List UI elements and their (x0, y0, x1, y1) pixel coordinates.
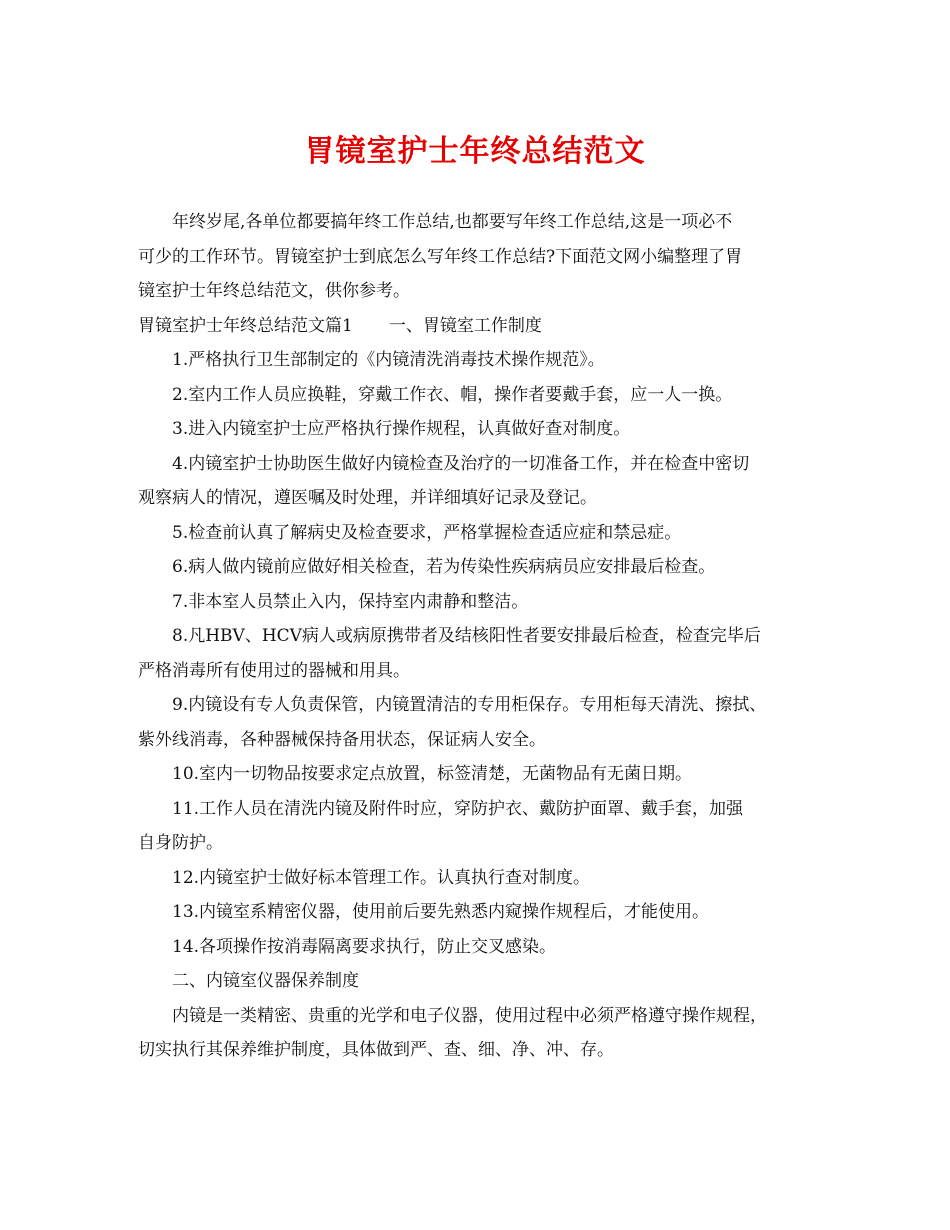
text-line (138, 792, 818, 827)
text-line (138, 861, 818, 896)
text-line (138, 723, 818, 758)
text-line (138, 274, 818, 309)
text-line-content: 胃镜室护士年终总结范文篇1 (138, 315, 353, 336)
text-line (138, 964, 818, 999)
text-line-content: 8.凡HBV、HCV病人或病原携带者及结核阳性者要安排最后检查，检查完毕后 (172, 626, 761, 646)
text-line (138, 550, 818, 585)
text-line-content: 6.病人做内镜前应做好相关检查，若为传染性疾病病员应安排最后检查。 (172, 557, 716, 577)
text-line-content: 11.工作人员在清洗内镜及附件时应，穿防护衣、戴防护面罩、戴手套，加强 (172, 798, 744, 819)
text-line-content: 自身防护。 (138, 833, 223, 853)
text-line-content: 1.严格执行卫生部制定的《内镜清洗消毒技术操作规范》。 (172, 350, 605, 370)
text-line (138, 516, 818, 551)
text-line-content: 切实执行其保养维护制度，具体做到严、查、细、净、冲、存。 (138, 1040, 614, 1060)
text-line (138, 412, 818, 447)
text-line (138, 309, 818, 344)
text-line (138, 619, 818, 654)
text-line-content: 14.各项操作按消毒隔离要求执行，防止交叉感染。 (172, 936, 557, 957)
section-heading: 一、胃镜室工作制度 (388, 315, 542, 336)
text-line-content: 5.检查前认真了解病史及检查要求，严格掌握检查适应症和禁忌症。 (172, 522, 682, 543)
text-line (138, 654, 818, 689)
text-line (138, 481, 818, 516)
text-line-content: 紫外线消毒，各种器械保持备用状态，保证病人安全。 (138, 729, 546, 750)
text-line (138, 240, 818, 275)
text-line-content: 9.内镜设有专人负责保管，内镜置清洁的专用柜保存。专用柜每天清洗、擦拭、 (172, 695, 767, 715)
text-line-content: 12.内镜室护士做好标本管理工作。认真执行查对制度。 (172, 867, 591, 888)
text-line (138, 205, 818, 240)
text-line (138, 895, 818, 930)
text-line-content: 内镜是一类精密、贵重的光学和电子仪器，使用过程中必须严格遵守操作规程， (172, 1005, 767, 1026)
text-line-content: 二、内镜室仪器保养制度 (172, 971, 359, 991)
text-line-content: 观察病人的情况，遵医嘱及时处理，并详细填好记录及登记。 (138, 488, 597, 508)
text-line-content: 2.室内工作人员应换鞋，穿戴工作衣、帽，操作者要戴手套，应一人一换。 (172, 384, 733, 405)
text-line (138, 1033, 818, 1068)
text-line (138, 585, 818, 620)
text-line-content: 可少的工作环节。胃镜室护士到底怎么写年终工作总结?下面范文网小编整理了胃 (138, 246, 743, 267)
text-line (138, 930, 818, 965)
text-line (138, 826, 818, 861)
text-line (138, 688, 818, 723)
text-line (138, 447, 818, 482)
text-line-content: 3.进入内镜室护士应严格执行操作规程，认真做好查对制度。 (172, 419, 631, 439)
text-line-content: 10.室内一切物品按要求定点放置，标签清楚，无菌物品有无菌日期。 (172, 764, 693, 784)
text-line (138, 343, 818, 378)
text-line (138, 999, 818, 1034)
document-title: 胃镜室护士年终总结范文 (304, 134, 646, 169)
text-line-content: 严格消毒所有使用过的器械和用具。 (138, 660, 410, 681)
text-line-content: 年终岁尾,各单位都要搞年终工作总结,也都要写年终工作总结,这是一项必不 (172, 212, 733, 232)
text-line (138, 757, 818, 792)
text-line-content: 7.非本室人员禁止入内，保持室内肃静和整洁。 (172, 591, 529, 612)
text-line-content: 镜室护士年终总结范文，供你参考。 (138, 281, 410, 301)
text-line-content: 13.内镜室系精密仪器，使用前后要先熟悉内窥操作规程后，才能使用。 (172, 902, 710, 922)
text-line (138, 378, 818, 413)
text-line-content: 4.内镜室护士协助医生做好内镜检查及治疗的一切准备工作，并在检查中密切 (172, 453, 750, 474)
document-body (138, 205, 818, 1068)
